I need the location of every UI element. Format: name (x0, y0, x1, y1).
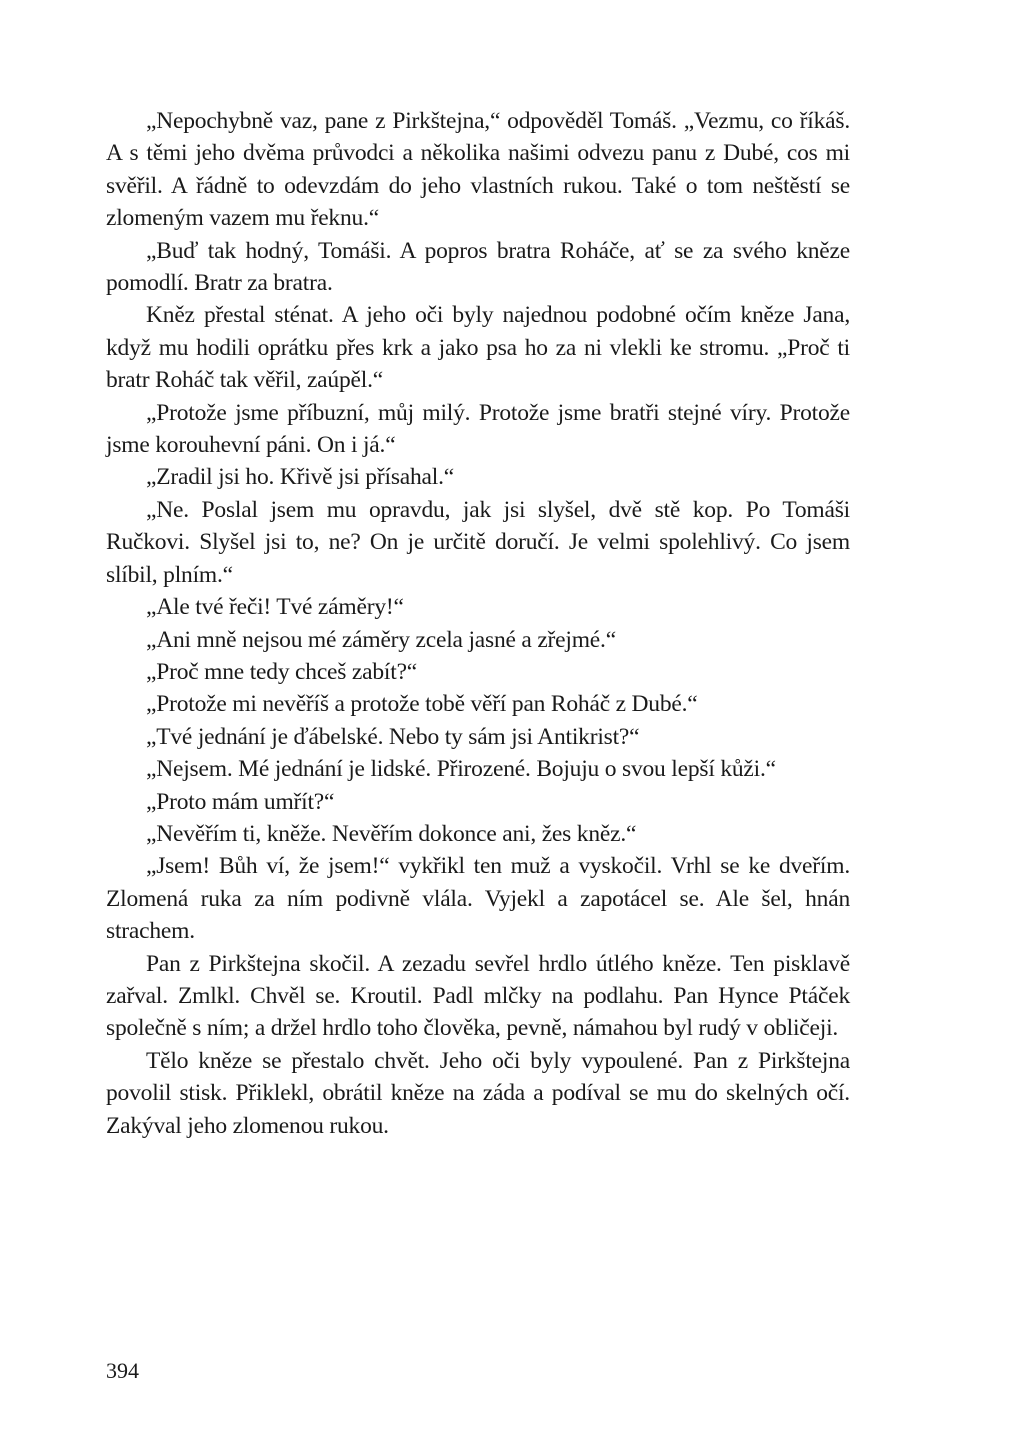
page-number: 394 (106, 1358, 139, 1383)
paragraph: „Protože mi nevěříš a protože tobě věří pan Roháč z Dubé.“ (146, 691, 698, 718)
paragraph: „Proč mne tedy chceš zabít?“ (146, 658, 418, 685)
paragraph: „Buď tak hodný, Tomáši. A popros bratra Roháče, ať se za svého kněze pomodlí. Bratr za bratra. (106, 237, 850, 297)
paragraph: Kněz přestal sténat. A jeho oči byly najednou podobné očím kněze Jana, když mu hodili oprátku přes krk a jako psa ho za ni vlekli ke stromu. „Proč ti bratr Roháč tak věřil, zaúpěl.“ (106, 302, 850, 394)
paragraph: „Protože jsme příbuzní, můj milý. Protože jsme bratři stejné víry. Protože jsme korouhevní páni. On i já.“ (106, 399, 850, 459)
paragraph: „Tvé jednání je ďábelské. Nebo ty sám jsi Antikrist?“ (146, 723, 640, 750)
paragraph: „Ani mně nejsou mé záměry zcela jasné a zřejmé.“ (146, 626, 616, 653)
paragraph: Tělo kněze se přestalo chvět. Jeho oči byly vypoulené. Pan z Pirkštejna povolil stisk. Přiklekl, obrátil kněze na záda a podíval se mu do skelných očí. Zakýval jeho zlomenou rukou. (106, 1047, 850, 1139)
paragraph: „Ale tvé řeči! Tvé záměry!“ (146, 594, 404, 621)
paragraph: „Nepochybně vaz, pane z Pirkštejna,“ odpověděl Tomáš. „Vezmu, co říkáš. A s těmi jeho dvěma průvodci a několika našimi odvezu panu z Dubé, cos mi svěřil. A řádně to odevzdám do jeho vlastních rukou. Také o tom neštěstí se zlomeným vazem mu řeknu.“ (106, 108, 850, 232)
paragraph: „Nejsem. Mé jednání je lidské. Přirozené. Bojuju o svou lepší kůži.“ (146, 756, 776, 783)
paragraph: „Jsem! Bůh ví, že jsem!“ vykřikl ten muž a vyskočil. Vrhl se ke dveřím. Zlomená ruka za ním podivně vlála. Vyjekl a zapotácel se. Ale šel, hnán strachem. (106, 853, 850, 945)
paragraph: „Nevěřím ti, kněže. Nevěřím dokonce ani, žes kněz.“ (146, 820, 637, 847)
paragraph: Pan z Pirkštejna skočil. A zezadu sevřel hrdlo útlého kněze. Ten pisklavě zařval. Zmlkl. Chvěl se. Kroutil. Padl mlčky na podlahu. Pan Hynce Ptáček společně s ním; a držel hrdlo toho člověka, pevně, námahou byl rudý v obličeji. (106, 950, 850, 1042)
page-body (106, 105, 850, 1142)
paragraph: „Ne. Poslal jsem mu opravdu, jak jsi slyšel, dvě stě kop. Po Tomáši Ručkovi. Slyšel jsi to, ne? On je určitě doručí. Je velmi spolehlivý. Co jsem slíbil, plním.“ (106, 496, 850, 588)
paragraph: „Proto mám umřít?“ (146, 788, 335, 815)
paragraph: „Zradil jsi ho. Křivě jsi přísahal.“ (146, 464, 455, 491)
